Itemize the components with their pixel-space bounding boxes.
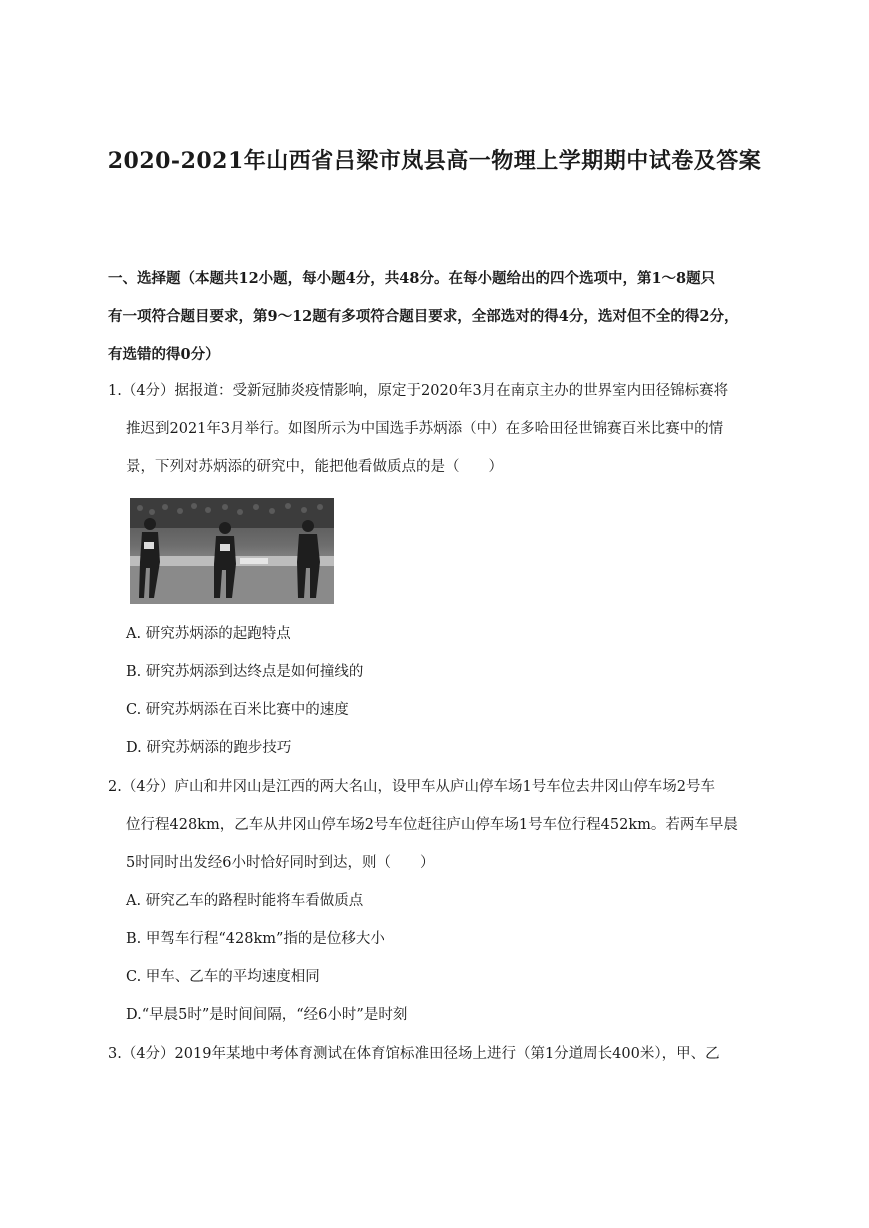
- section-heading-line: 一、选择题（本题共12小题，每小题4分，共48分。在每小题给出的四个选项中，第1～8题只: [108, 270, 716, 287]
- option-d: D.“早晨5时”是时间间隔，“经6小时”是时刻: [126, 1007, 408, 1023]
- option-a: A. 研究乙车的路程时能将车看做质点: [126, 893, 364, 909]
- section-heading-line: 有一项符合题目要求，第9～12题有多项符合题目要求，全部选对的得4分，选对但不全的得2分，: [108, 308, 739, 325]
- option-b: B. 研究苏炳添到达终点是如何撞线的: [126, 664, 364, 680]
- question-text-line: 2.（4分）庐山和井冈山是江西的两大名山，设甲车从庐山停车场1号车位去井冈山停车场2号车: [108, 779, 716, 795]
- question-text-line: 推迟到2021年3月举行。如图所示为中国选手苏炳添（中）在多哈田径世锦赛百米比赛中的情: [126, 421, 724, 437]
- section-heading-line: 有选错的得0分）: [108, 346, 220, 363]
- question-text-line: 1.（4分）据报道：受新冠肺炎疫情影响，原定于2020年3月在南京主办的世界室内田径锦标赛将: [108, 383, 729, 399]
- sprint-race-photo: [130, 498, 334, 604]
- option-c: C. 甲车、乙车的平均速度相同: [126, 969, 320, 985]
- option-b: B. 甲驾车行程“428km”指的是位移大小: [126, 931, 385, 947]
- question-text-line: 位行程428km，乙车从井冈山停车场2号车位赶往庐山停车场1号车位行程452km。若两车早晨: [126, 817, 738, 833]
- document-title: 2020-2021年山西省吕梁市岚县高一物理上学期期中试卷及答案: [107, 148, 762, 174]
- option-c: C. 研究苏炳添在百米比赛中的速度: [126, 702, 349, 718]
- question-text-line: 景，下列对苏炳添的研究中，能把他看做质点的是（ ）: [126, 459, 503, 475]
- option-a: A. 研究苏炳添的起跑特点: [126, 626, 291, 642]
- question-text-line: 3.（4分）2019年某地中考体育测试在体育馆标准田径场上进行（第1分道周长400米），甲、乙: [108, 1046, 720, 1062]
- option-d: D. 研究苏炳添的跑步技巧: [126, 740, 292, 756]
- question-text-line: 5时同时出发经6小时恰好同时到达，则（ ）: [126, 855, 435, 871]
